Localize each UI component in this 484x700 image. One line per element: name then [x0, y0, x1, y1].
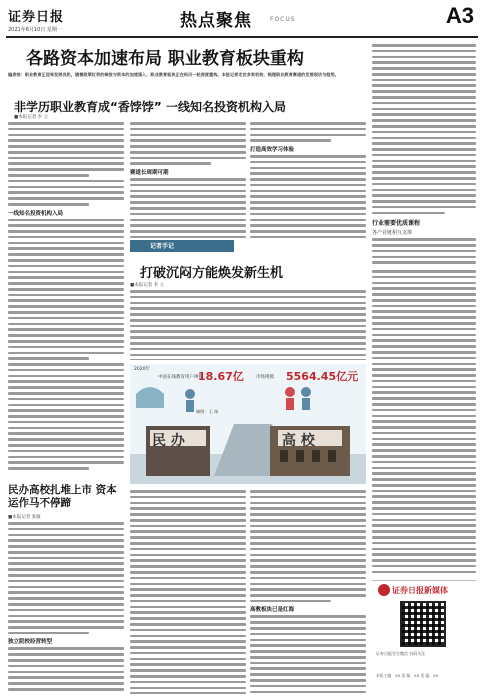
- promo-note: 证券日报官方微信 扫码关注: [376, 651, 426, 656]
- feature-byline: ■本报记者 李 立: [130, 283, 165, 288]
- promo-title: 证券日报新媒体: [392, 586, 448, 595]
- sidebar-head: 行业需要优质课程: [372, 220, 421, 228]
- brand-logo-icon: [378, 584, 390, 596]
- left-headline: 民办高校扎堆上市 资本运作马不停蹄: [8, 484, 117, 509]
- section-title: 热点聚焦: [180, 11, 252, 31]
- text-block: [8, 219, 124, 470]
- promo-box: [372, 580, 476, 692]
- text-block: [372, 270, 476, 576]
- text-block: [372, 238, 476, 266]
- section-title-en: FOCUS: [270, 16, 296, 23]
- illustration-caption: 制图：王 琛: [196, 409, 219, 414]
- header-rule: [6, 36, 478, 38]
- section-head: 打造高效学习体验: [250, 146, 295, 153]
- article-column-3-lower: [250, 490, 366, 694]
- feature-headline: 打破沉闷方能焕发新生机: [140, 266, 284, 281]
- text-block: [250, 615, 366, 694]
- text-block: [130, 490, 246, 694]
- text-block: [8, 122, 124, 206]
- stat-1-value: 18.67亿: [198, 370, 244, 383]
- sidebar-subhead: 各产业链相互支撑: [372, 230, 413, 237]
- text-block: [130, 290, 366, 360]
- issue-date: 2021年6月10日 星期一: [8, 27, 62, 33]
- text-block: [372, 44, 476, 214]
- newspaper-logo: 证券日报: [8, 10, 65, 25]
- sidebar-column: [372, 44, 476, 266]
- section-head: 一线知名投资机构入局: [8, 210, 64, 217]
- text-block: [250, 122, 366, 142]
- stat-year: 2020年: [134, 367, 150, 372]
- article-column-3: [250, 122, 366, 238]
- sign-gaoxiao: 高 校: [282, 433, 315, 449]
- story-banner-label: 记者手记: [150, 243, 175, 250]
- stat-2-value: 5564.45亿元: [286, 370, 359, 383]
- article-column-1: [8, 122, 124, 482]
- sidebar-column-lower: [372, 270, 476, 576]
- lead-box: [8, 72, 368, 98]
- feature-body: [130, 290, 366, 360]
- left-byline: ■本报记者 张敏: [8, 515, 41, 520]
- stat-1-label: 中国在线教育用户规模: [158, 375, 203, 380]
- main-headline: 各路资本加速布局 职业教育板块重构: [26, 49, 304, 69]
- article-column-1-lower: [8, 522, 124, 694]
- section-head: 赛道长周期可期: [130, 170, 169, 177]
- lead-text: 编者按：职业教育正迎来发展良机，随着政策红利的释放与资本的加速涌入，职业教育板块正在经历一轮深度重构。本报记者走访多家机构，梳理职业教育赛道的发展现状与趋势。: [8, 72, 339, 77]
- text-block: [130, 122, 246, 165]
- text-block: [8, 522, 124, 634]
- stat-2-label: 市场规模: [256, 375, 274, 380]
- page-number: A3: [445, 3, 474, 28]
- section-head: 独立院校经营转型: [8, 639, 53, 646]
- byline: ■本报记者 李 立: [14, 115, 49, 120]
- sign-minban: 民 办: [152, 433, 185, 449]
- sub-headline: 非学历职业教育成“香饽饽” 一线知名投资机构入局: [14, 100, 286, 114]
- section-head: 高教板块已是红海: [250, 607, 295, 614]
- page-footer: 本版主编：XX 责 编：XX 美 编：XX: [376, 673, 439, 678]
- text-block: [8, 647, 124, 694]
- article-column-2: [130, 122, 246, 238]
- qr-code[interactable]: [400, 601, 446, 647]
- article-column-2-lower: [130, 490, 246, 694]
- text-block: [250, 490, 366, 602]
- text-block: [130, 178, 246, 238]
- story-banner: [130, 240, 234, 252]
- masthead: [0, 0, 484, 40]
- text-block: [250, 155, 366, 238]
